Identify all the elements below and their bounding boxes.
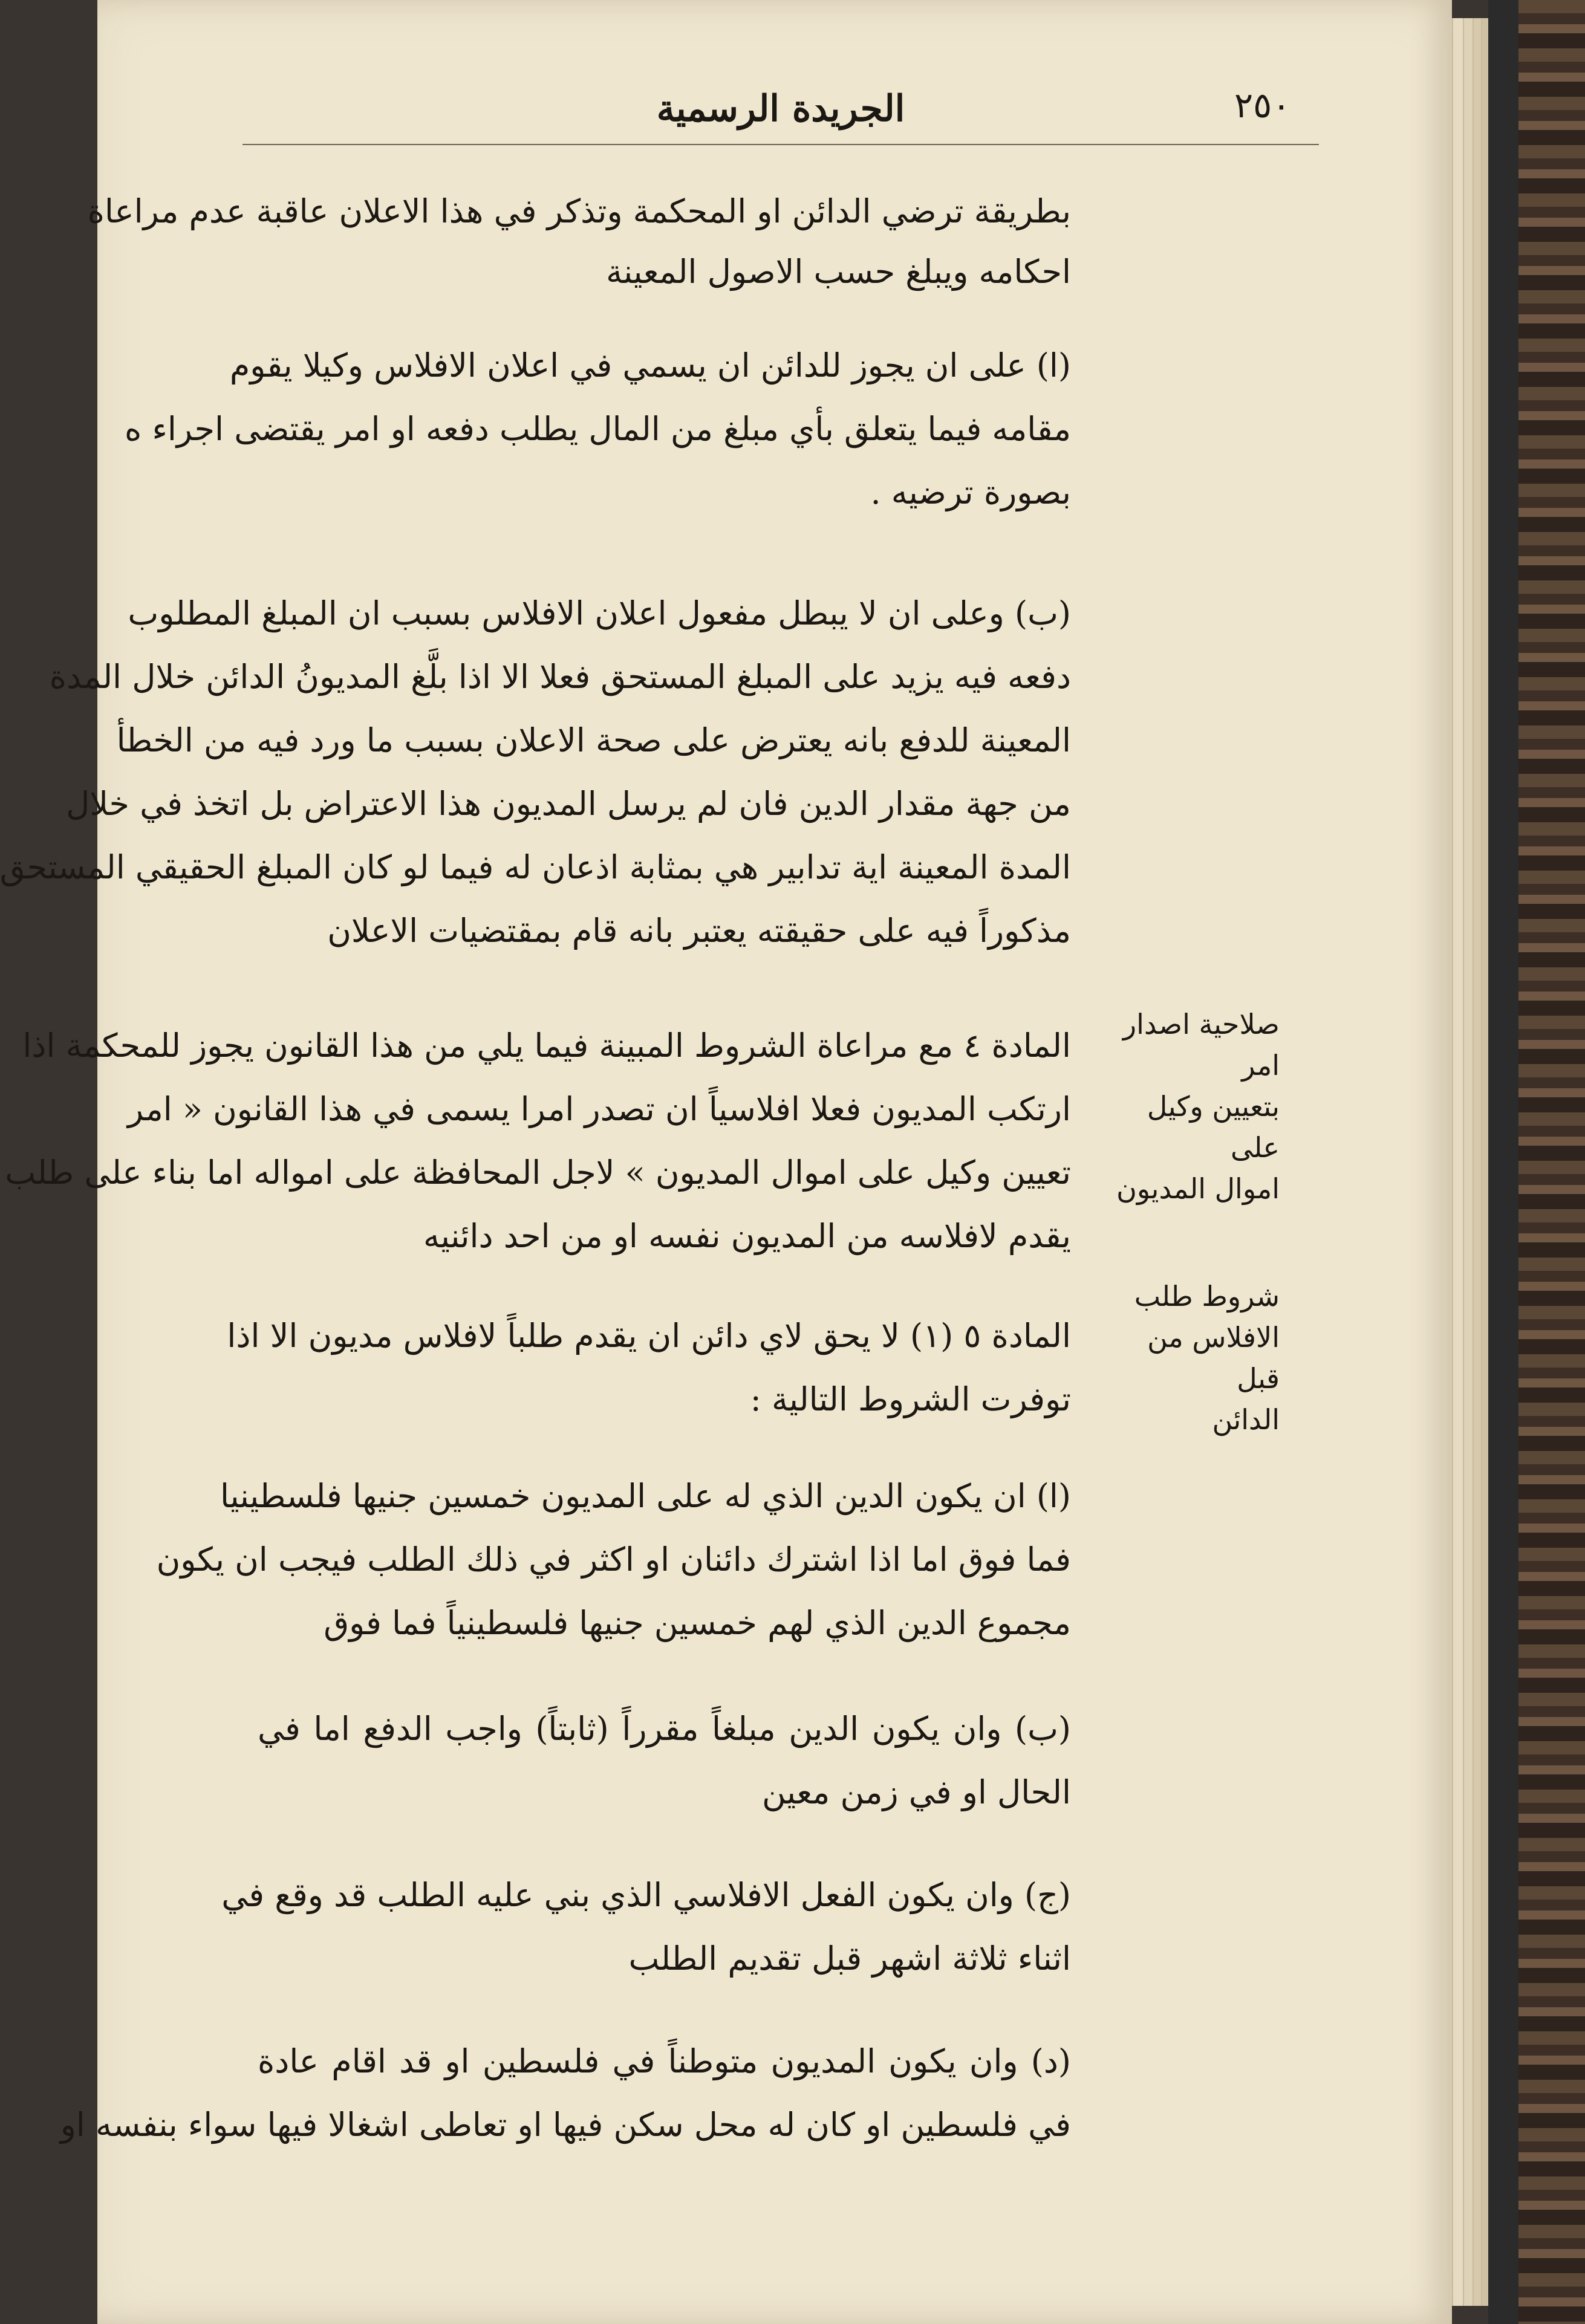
- text-line: مذكوراً فيه على حقيقته يعتبر بانه قام بمقتضيات الاعلان: [327, 912, 1071, 950]
- text-line: المادة ٤ مع مراعاة الشروط المبينة فيما يلي من هذا القانون يجوز للمحكمة اذا: [22, 1027, 1071, 1065]
- main-text-column: [0, 181, 1071, 2279]
- text-line: (ا) على ان يجوز للدائن ان يسمي في اعلان الافلاس وكيلا يقوم: [229, 346, 1071, 385]
- text-line: اثناء ثلاثة اشهر قبل تقديم الطلب: [628, 1939, 1071, 1978]
- text-line: بصورة ترضيه .: [870, 473, 1071, 511]
- text-line: في فلسطين او كان له محل سكن فيها او تعاطى اشغالا فيها سواء بنفسه او: [60, 2106, 1071, 2144]
- margin-note-line: صلاحية اصدار امر: [1122, 1008, 1280, 1082]
- header-rule: [242, 144, 1319, 145]
- text-line: تعيين وكيل على اموال المديون » لاجل المحافظة على امواله اما بناء على طلب: [5, 1154, 1071, 1192]
- text-line: يقدم لافلاسه من المديون نفسه او من احد دائنيه: [423, 1217, 1071, 1255]
- text-line: (ب) وعلى ان لا يبطل مفعول اعلان الافلاس بسبب ان المبلغ المطلوب: [128, 594, 1071, 632]
- text-line: (د) وان يكون المديون متوطناً في فلسطين او قد اقام عادة: [258, 2042, 1071, 2080]
- margin-note-line: الدائن: [1212, 1403, 1280, 1436]
- text-line: المدة المعينة اية تدابير هي بمثابة اذعان له فيما لو كان المبلغ الحقيقي المستحق: [0, 848, 1071, 886]
- text-line: الحال او في زمن معين: [761, 1773, 1071, 1811]
- margin-note-line: اموال المديون: [1116, 1172, 1280, 1205]
- book-cover-edge: [1488, 0, 1522, 2324]
- text-line: (ا) ان يكون الدين الذي له على المديون خمسين جنيها فلسطينيا: [220, 1477, 1071, 1515]
- text-line: فما فوق اما اذا اشترك دائنان او اكثر في ذلك الطلب فيجب ان يكون: [156, 1540, 1071, 1579]
- text-line: بطريقة ترضي الدائن او المحكمة وتذكر في هذا الاعلان عاقبة عدم مراعاة: [87, 192, 1071, 230]
- text-line: (ب) وان يكون الدين مبلغاً مقرراً (ثابتاً) واجب الدفع اما في: [258, 1710, 1071, 1748]
- text-line: احكامه ويبلغ حسب الاصول المعينة: [606, 253, 1071, 291]
- text-line: (ج) وان يكون الفعل الافلاسي الذي بني عليه الطلب قد وقع في: [221, 1876, 1071, 1914]
- book-spine: [1518, 0, 1585, 2324]
- running-head: الجريدة الرسمية: [656, 88, 905, 130]
- page-edge: [1452, 18, 1464, 2306]
- margin-note-line: شروط طلب: [1134, 1280, 1280, 1313]
- text-line: مجموع الدين الذي لهم خمسين جنيها فلسطينياً فما فوق: [324, 1604, 1071, 1642]
- margin-note-article-5: [1098, 1276, 1280, 1440]
- margin-note-line: الافلاس من قبل: [1147, 1321, 1280, 1395]
- text-line: توفرت الشروط التالية :: [750, 1380, 1071, 1418]
- margin-note-line: بتعيين وكيل على: [1147, 1090, 1280, 1164]
- text-line: المادة ٥ (١) لا يحق لاي دائن ان يقدم طلباً لافلاس مديون الا اذا: [227, 1317, 1071, 1355]
- text-line: دفعه فيه يزيد على المبلغ المستحق فعلا الا اذا بلَّغ المديونُ الدائن خلال المدة: [49, 658, 1071, 696]
- text-line: مقامه فيما يتعلق بأي مبلغ من المال يطلب دفعه او امر يقتضى اجراء ه: [125, 410, 1071, 448]
- page-number: ٢٥٠: [1234, 85, 1291, 126]
- text-line: ارتكب المديون فعلا افلاسياً ان تصدر امرا يسمى في هذا القانون « امر: [128, 1090, 1071, 1128]
- margin-note-article-4: [1098, 1004, 1280, 1209]
- text-line: المعينة للدفع بانه يعترض على صحة الاعلان بسبب ما ورد فيه من الخطأ: [116, 721, 1071, 759]
- text-line: من جهة مقدار الدين فان لم يرسل المديون هذا الاعتراض بل اتخذ في خلال: [66, 785, 1071, 823]
